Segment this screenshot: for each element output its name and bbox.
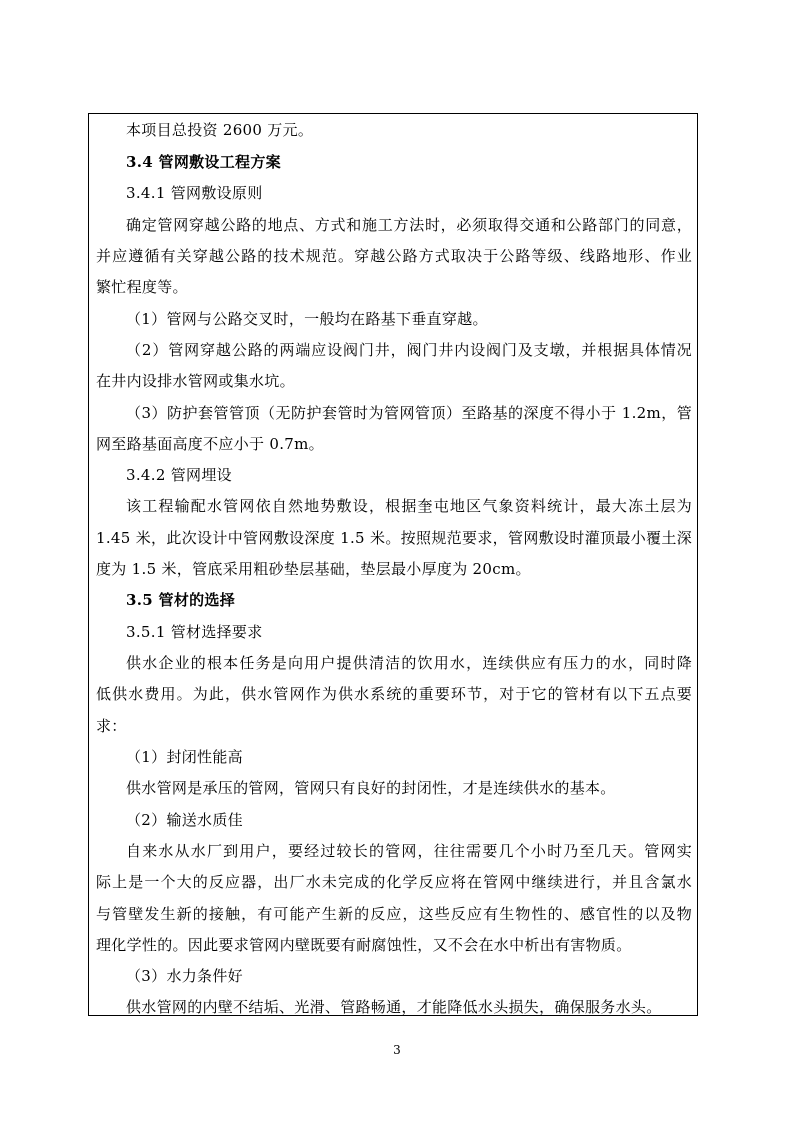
paragraph-line: 1.45 米，此次设计中管网敷设深度 1.5 米。按照规范要求，管网敷设时灌顶最小覆土深 (96, 529, 692, 547)
page-number: 3 (393, 1043, 401, 1057)
paragraph-line: 度为 1.5 米，管底采用粗砂垫层基础，垫层最小厚度为 20cm。 (96, 560, 531, 578)
list-item: （2）管网穿越公路的两端应设阀门井，阀门井内设阀门及支墩，并根据具体情况 (126, 341, 692, 359)
subsection-heading: 3.5.1 管材选择要求 (126, 623, 263, 641)
paragraph-line: 繁忙程度等。 (96, 278, 188, 296)
paragraph-line: 供水管网的内壁不结垢、光滑、管路畅通，才能降低水头损失，确保服务水头。 (126, 998, 662, 1016)
paragraph-line: 确定管网穿越公路的地点、方式和施工方法时，必须取得交通和公路部门的同意， (126, 216, 692, 234)
section-heading: 3.4 管网敷设工程方案 (126, 153, 281, 171)
section-heading: 3.5 管材的选择 (126, 591, 236, 609)
paragraph-line: 网至路基面高度不应小于 0.7m。 (96, 435, 324, 453)
paragraph-line: 本项目总投资 2600 万元。 (126, 121, 314, 139)
paragraph-line: 供水企业的根本任务是向用户提供清洁的饮用水，连续供应有压力的水，同时降 (126, 654, 692, 672)
paragraph-line: 低供水费用。为此，供水管网作为供水系统的重要环节，对于它的管材有以下五点要 (96, 685, 692, 703)
list-item: （1）封闭性能高 (126, 748, 243, 766)
list-item: （3）防护套管管顶（无防护套管时为管网管顶）至路基的深度不得小于 1.2m，管 (126, 404, 692, 422)
paragraph-line: 自来水从水厂到用户，要经过较长的管网，往往需要几个小时乃至几天。管网实 (126, 842, 692, 860)
paragraph-line: 理化学性的。因此要求管网内壁既要有耐腐蚀性，又不会在水中析出有害物质。 (96, 936, 632, 954)
list-item: （1）管网与公路交叉时，一般均在路基下垂直穿越。 (126, 310, 488, 328)
paragraph-line: 并应遵循有关穿越公路的技术规范。穿越公路方式取决于公路等级、线路地形、作业 (96, 247, 692, 265)
paragraph-line: 供水管网是承压的管网，管网只有良好的封闭性，才是连续供水的基本。 (126, 779, 616, 797)
paragraph-line: 际上是一个大的反应器，出厂水未完成的化学反应将在管网中继续进行，并且含氯水 (96, 873, 692, 891)
paragraph-line: 与管壁发生新的接触，有可能产生新的反应，这些反应有生物性的、感官性的以及物 (96, 905, 692, 923)
paragraph-line: 在井内设排水管网或集水坑。 (96, 372, 295, 390)
paragraph-line: 求： (96, 717, 127, 735)
list-item: （3）水力条件好 (126, 967, 243, 985)
paragraph-line: 该工程输配水管网依自然地势敷设，根据奎屯地区气象资料统计，最大冻土层为 (126, 497, 692, 515)
subsection-heading: 3.4.2 管网埋设 (126, 466, 232, 484)
subsection-heading: 3.4.1 管网敷设原则 (126, 184, 263, 202)
list-item: （2）输送水质佳 (126, 811, 243, 829)
